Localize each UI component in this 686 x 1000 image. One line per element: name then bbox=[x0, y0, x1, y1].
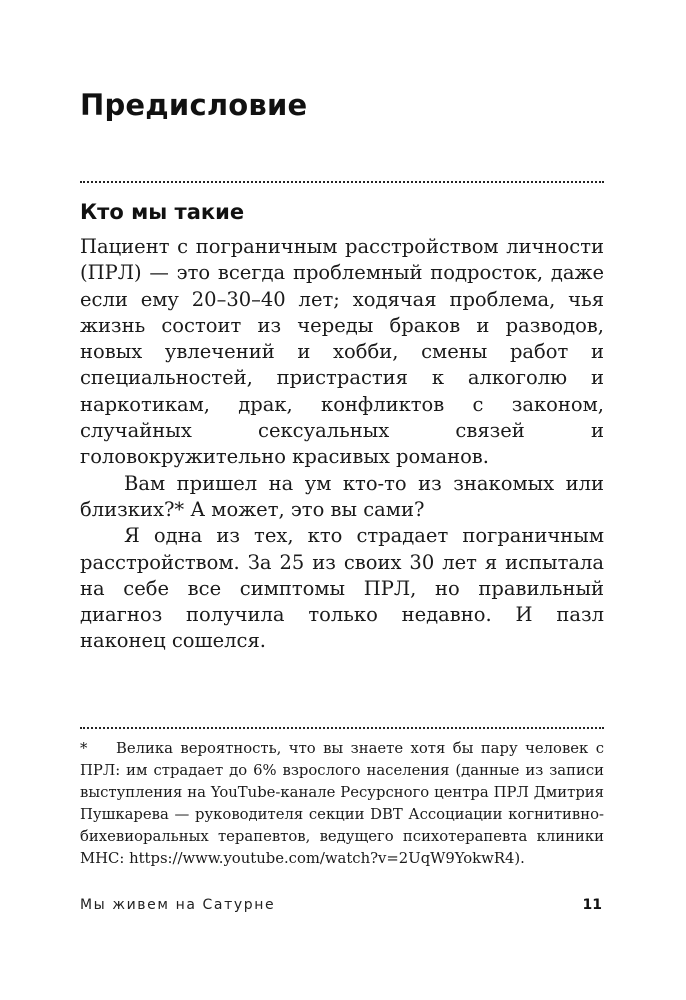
chapter-title: Предисловие bbox=[80, 88, 308, 122]
footnote bbox=[80, 738, 604, 870]
section-title: Кто мы такие bbox=[80, 200, 245, 224]
dotted-divider bbox=[80, 181, 604, 183]
paragraph: Вам пришел на ум кто-то из знакомых или близких?* А может, это вы сами? bbox=[80, 471, 604, 521]
running-footer-title: Мы живем на Сатурне bbox=[80, 897, 276, 913]
footnote-divider bbox=[80, 727, 604, 729]
body-text bbox=[80, 234, 604, 655]
page-number: 11 bbox=[582, 897, 602, 913]
paragraph: Я одна из тех, кто страдает пограничным расстройством. За 25 из своих 30 лет я испытала на себе все симптомы ПРЛ, но правильный диагноз получила только недавно. И пазл наконец сошелся. bbox=[80, 524, 604, 653]
footnote-text: Велика вероятность, что вы знаете хотя бы пару человек с ПРЛ: им страдает до 6% взрослого населения (данные из записи выступления на YouTube-канале Ресурсного центра ПРЛ Дмитрия Пушкарева — руководителя секции DBT Ассоциации когнитивно-бихевиоральных терапевтов, ведущего психотерапевта клиники МНС: https://www.youtube.com/watch?v=2UqW9YokwR4). bbox=[80, 740, 604, 867]
footnote-marker: * bbox=[80, 740, 88, 757]
paragraph: Пациент с пограничным расстройством личности (ПРЛ) — это всегда проблемный подросток, даже если ему 20–30–40 лет; ходячая проблема, чья жизнь состоит из череды браков и разводов, новых увлечений и хобби, смены работ и специальностей, пристрастия к алкоголю и наркотикам, драк, конфликтов с законом, случайных сексуальных связей и головокружительно красивых романов. bbox=[80, 235, 604, 469]
